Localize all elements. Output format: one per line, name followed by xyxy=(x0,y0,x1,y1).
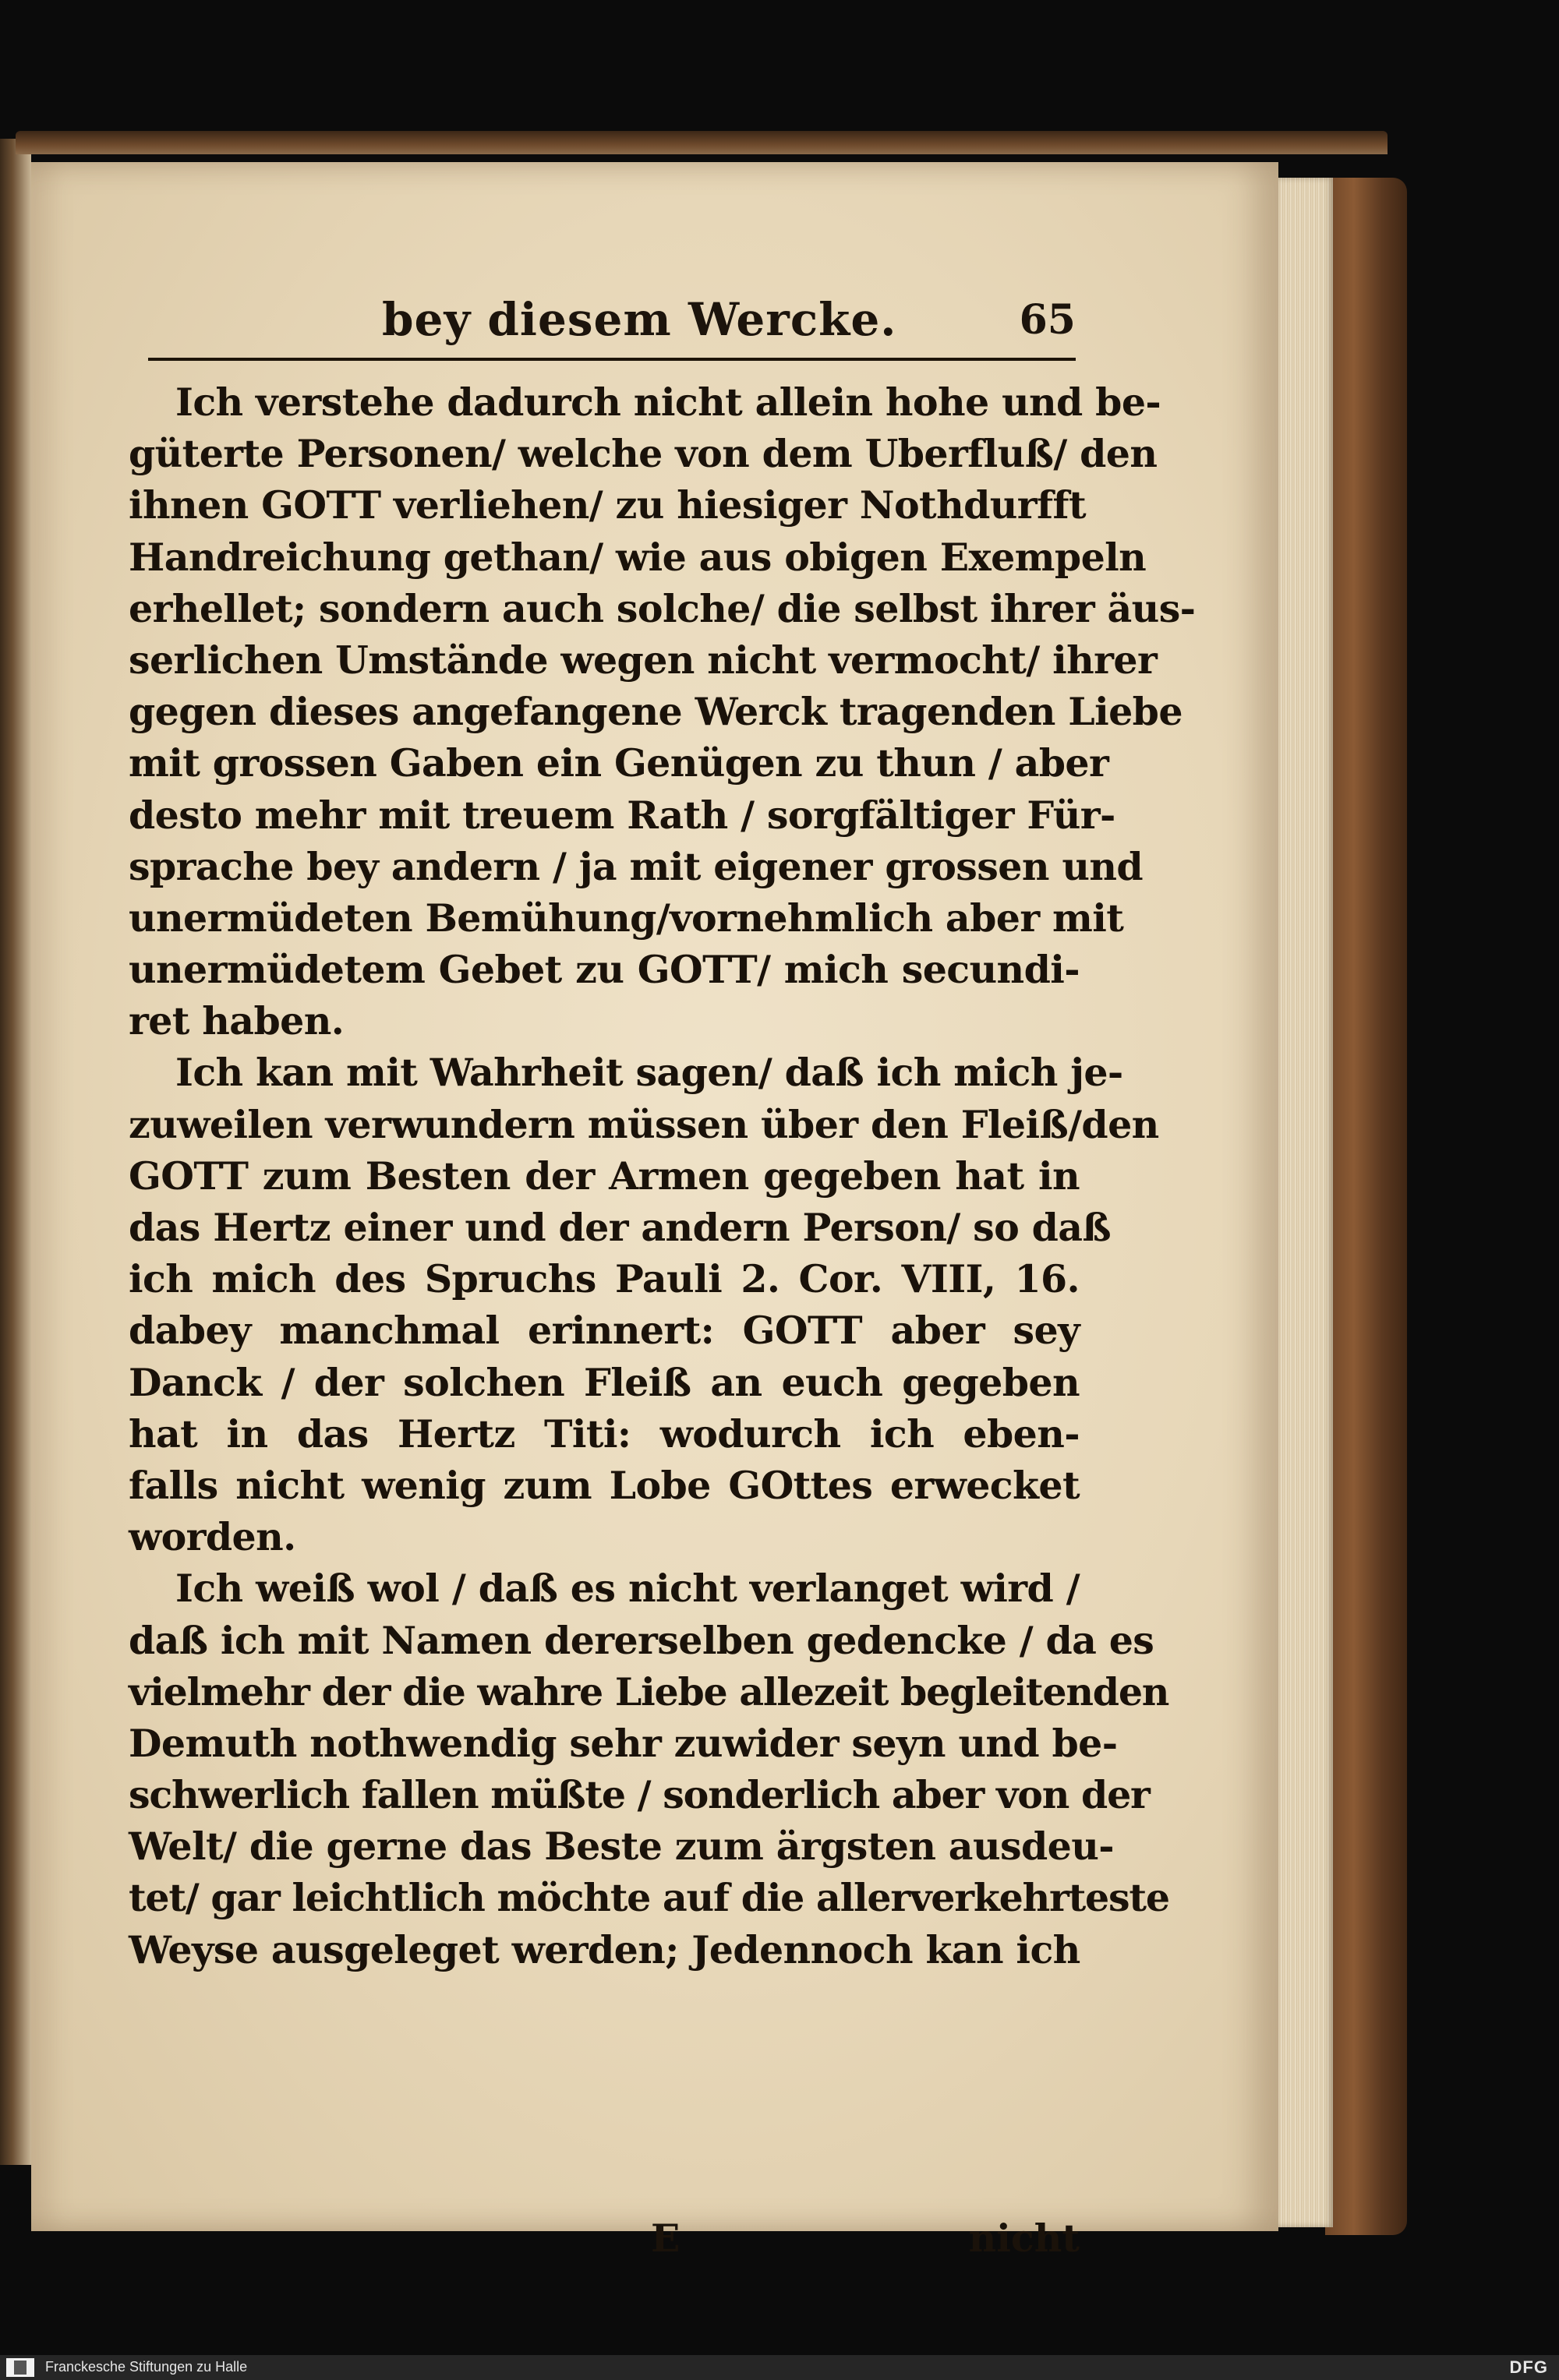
text-line: ihnen GOTT verliehen/ zu hiesiger Nothdurfft xyxy=(129,482,1087,528)
book-page xyxy=(31,162,1278,2261)
text-line: güterte Personen/ welche von dem Uberfluß/ den xyxy=(129,431,1158,477)
institution-logo-icon xyxy=(6,2358,34,2377)
text-line: falls nicht wenig zum Lobe GOttes erwecket xyxy=(129,1462,1080,1508)
text-line: erhellet; sondern auch solche/ die selbst ihrer äus- xyxy=(129,585,1196,631)
text-line: unermüdeten Bemühung/vornehmlich aber mit xyxy=(129,895,1124,941)
text-line: das Hertz einer und der andern Person/ so daß xyxy=(129,1205,1112,1250)
text-line: desto mehr mit treuem Rath / sorgfältiger Für- xyxy=(129,792,1115,838)
text-line: hat in das Hertz Titi: wodurch ich eben- xyxy=(129,1411,1080,1457)
text-line: unermüdetem Gebet zu GOTT/ mich secundi- xyxy=(129,947,1080,993)
text-line: schwerlich fallen müßte / sonderlich aber von der xyxy=(129,1772,1150,1818)
text-line: Danck / der solchen Fleiß an euch gegeben xyxy=(129,1359,1080,1405)
viewer-bottom-bar xyxy=(0,2355,1559,2380)
text-line: Ich kan mit Wahrheit sagen/ daß ich mich je- xyxy=(175,1050,1123,1096)
text-line: dabey manchmal erinnert: GOTT aber sey xyxy=(129,1308,1080,1354)
text-line: mit grossen Gaben ein Genügen zu thun / aber xyxy=(129,740,1109,786)
text-line: Ich weiß wol / daß es nicht verlanget wird / xyxy=(175,1566,1080,1612)
book-photo xyxy=(0,131,1403,2266)
page-number: 65 xyxy=(1019,296,1076,344)
running-title: bey diesem Wercke. xyxy=(382,293,897,346)
book-left-edge xyxy=(0,139,31,2165)
text-line: worden. xyxy=(129,1514,296,1560)
book-cover-top xyxy=(16,131,1388,154)
text-line: gegen dieses angefangene Werck tragenden Liebe xyxy=(129,689,1183,735)
running-head xyxy=(148,287,1076,361)
text-line: Demuth nothwendig sehr zuwider seyn und be- xyxy=(129,1720,1118,1766)
signature-mark: E xyxy=(651,2216,681,2261)
text-line: Handreichung gethan/ wie aus obigen Exempeln xyxy=(129,534,1147,580)
text-line: ret haben. xyxy=(129,998,345,1044)
text-line: serlichen Umstände wegen nicht vermocht/ ihrer xyxy=(129,637,1158,683)
text-line: ich mich des Spruchs Pauli 2. Cor. VIII, 16. xyxy=(129,1256,1080,1302)
text-line: GOTT zum Besten der Armen gegeben hat in xyxy=(129,1153,1080,1199)
book-back-cover xyxy=(1325,178,1407,2235)
dfg-logo: DFG xyxy=(1509,2357,1548,2377)
text-line: vielmehr der die wahre Liebe allezeit begleitenden xyxy=(129,1668,1169,1714)
text-line: Ich verstehe dadurch nicht allein hohe und be- xyxy=(175,380,1161,425)
page-stack-edge xyxy=(1278,178,1333,2227)
header-rule xyxy=(148,358,1076,361)
text-line: zuweilen verwundern müssen über den Fleiß/den xyxy=(129,1101,1159,1147)
text-line: sprache bey andern / ja mit eigener grossen und xyxy=(129,843,1144,889)
institution-name: Franckesche Stiftungen zu Halle xyxy=(45,2359,248,2375)
body-text xyxy=(129,376,1196,1976)
text-line: Welt/ die gerne das Beste zum ärgsten ausdeu- xyxy=(129,1824,1114,1870)
page-footer xyxy=(129,2216,1080,2267)
catchword: nicht xyxy=(968,2216,1080,2261)
text-line: Weyse ausgeleget werden; Jedennoch kan ich xyxy=(129,1926,1080,1972)
text-line: daß ich mit Namen dererselben gedencke / da es xyxy=(129,1617,1154,1663)
text-line: tet/ gar leichtlich möchte auf die allerverkehrteste xyxy=(129,1875,1169,1921)
